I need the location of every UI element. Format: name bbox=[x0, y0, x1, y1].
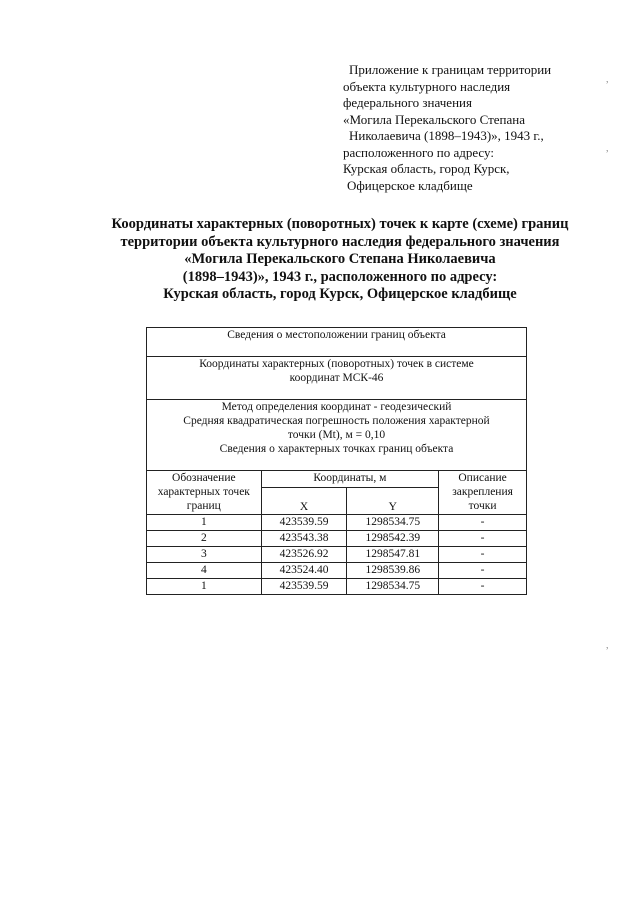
y-cell: 1298534.75 bbox=[347, 515, 439, 531]
point-cell: 1 bbox=[147, 515, 262, 531]
x-cell: 423524.40 bbox=[261, 563, 347, 579]
title-line: Координаты характерных (поворотных) точек к карте (схеме) границ bbox=[111, 216, 569, 232]
appendix-line: Приложение к границам территории bbox=[349, 62, 552, 77]
scan-speck: , bbox=[606, 143, 609, 154]
desc-cell: - bbox=[439, 547, 527, 563]
y-cell: 1298547.81 bbox=[347, 547, 439, 563]
point-cell: 1 bbox=[147, 579, 262, 595]
appendix-line: Офицерское кладбище bbox=[347, 177, 473, 193]
appendix-line: федерального значения bbox=[343, 95, 472, 110]
column-header-row bbox=[147, 471, 527, 488]
appendix-line: Курская область, город Курск, bbox=[343, 161, 510, 176]
y-cell: 1298542.39 bbox=[347, 531, 439, 547]
title-line: территории объекта культурного наследия федерального значения bbox=[120, 233, 560, 250]
point-cell: 3 bbox=[147, 547, 262, 563]
y-cell: 1298539.86 bbox=[347, 563, 439, 579]
section-system-line: Координаты характерных (поворотных) точек в системе bbox=[199, 358, 474, 370]
section-system-header bbox=[147, 357, 527, 400]
appendix-line: «Могила Перекальского Степана bbox=[343, 111, 525, 127]
coordinates-table bbox=[146, 327, 527, 595]
section-system-line: координат МСК-46 bbox=[289, 372, 384, 384]
section-location-header bbox=[147, 328, 527, 357]
appendix-line: расположенного по адресу: bbox=[343, 144, 494, 160]
desc-cell: - bbox=[439, 563, 527, 579]
title-line: (1898–1943)», 1943 г., расположенного по адресу: bbox=[182, 268, 498, 285]
table-row bbox=[147, 531, 527, 547]
point-cell: 4 bbox=[147, 563, 262, 579]
title-line: Курская область, город Курск, Офицерское кладбище bbox=[163, 286, 517, 302]
x-cell: 423539.59 bbox=[261, 515, 347, 531]
section-method-header bbox=[147, 400, 527, 471]
title-line: «Могила Перекальского Степана Николаевича bbox=[184, 251, 496, 267]
section-method-line: Сведения о характерных точках границ объекта bbox=[219, 443, 454, 455]
x-cell: 423526.92 bbox=[261, 547, 347, 563]
x-cell: 423543.38 bbox=[261, 531, 347, 547]
col-description-header bbox=[439, 471, 527, 515]
document-title bbox=[60, 216, 620, 304]
col-coords-header: Координаты, м bbox=[261, 471, 439, 488]
point-cell: 2 bbox=[147, 531, 262, 547]
col-designation-header bbox=[147, 471, 262, 515]
section-method-cell bbox=[147, 400, 527, 471]
col-x-header: X bbox=[261, 488, 347, 515]
desc-cell: - bbox=[439, 515, 527, 531]
table-row bbox=[147, 563, 527, 579]
col-designation-line: характерных точек bbox=[157, 486, 250, 498]
table-row bbox=[147, 515, 527, 531]
scan-speck: , bbox=[606, 74, 609, 85]
table-row bbox=[147, 579, 527, 595]
col-description-line: закрепления bbox=[452, 486, 513, 498]
scan-speck: , bbox=[606, 640, 609, 651]
appendix-line: Николаевича (1898–1943)», 1943 г., bbox=[349, 128, 544, 143]
col-description-line: точки bbox=[468, 500, 497, 512]
section-method-line: Средняя квадратическая погрешность положения характерной bbox=[183, 415, 490, 427]
section-system-cell bbox=[147, 357, 527, 400]
appendix-line: объекта культурного наследия bbox=[343, 78, 511, 94]
table-row bbox=[147, 547, 527, 563]
col-designation-line: границ bbox=[186, 500, 221, 512]
section-location-cell: Сведения о местоположении границ объекта bbox=[147, 328, 527, 357]
col-y-header: Y bbox=[347, 488, 439, 515]
desc-cell: - bbox=[439, 531, 527, 547]
appendix-note bbox=[343, 62, 613, 194]
y-cell: 1298534.75 bbox=[347, 579, 439, 595]
col-designation-line: Обозначение bbox=[172, 472, 236, 484]
desc-cell: - bbox=[439, 579, 527, 595]
section-method-line: Метод определения координат - геодезический bbox=[221, 401, 452, 413]
section-method-line: точки (Mt), м = 0,10 bbox=[287, 429, 386, 441]
x-cell: 423539.59 bbox=[261, 579, 347, 595]
col-description-line: Описание bbox=[458, 472, 507, 484]
